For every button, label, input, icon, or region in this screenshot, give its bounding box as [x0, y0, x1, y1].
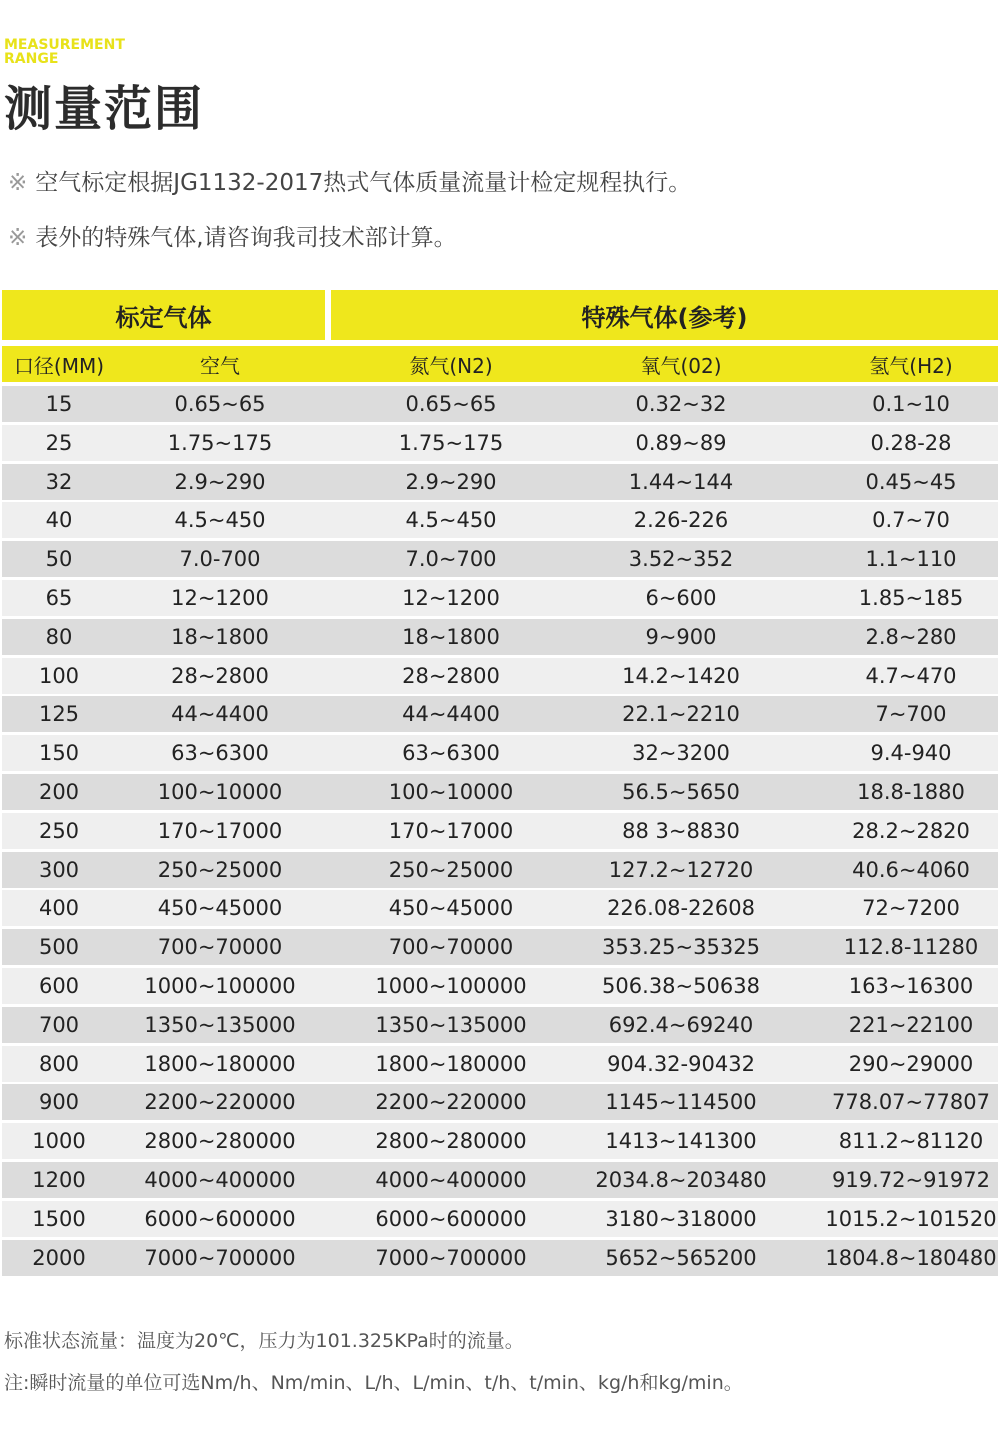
- table-cell: 1413~141300: [605, 1129, 757, 1154]
- table-cell: 100: [38, 663, 80, 688]
- table-cell: 4.5~450: [174, 508, 266, 533]
- table-cell: 290~29000: [848, 1051, 974, 1076]
- table-cell: 0.89~89: [635, 430, 727, 455]
- table-cell: 506.38~50638: [602, 974, 760, 998]
- column-header: 氢气(H2): [869, 353, 953, 378]
- table-cell: 25: [45, 430, 73, 455]
- table-row: [2, 580, 998, 616]
- table-cell: 32: [45, 469, 73, 494]
- table-cell: 0.65~65: [405, 392, 497, 416]
- table-cell: 100~10000: [388, 780, 514, 804]
- table-cell: 4.7~470: [865, 663, 957, 688]
- table-cell: 44~4400: [171, 702, 269, 727]
- table-row: [2, 1162, 998, 1198]
- table-cell: 0.32~32: [635, 392, 727, 416]
- table-cell: 778.07~77807: [832, 1090, 990, 1115]
- table-cell: 1.44~144: [628, 469, 734, 494]
- table-cell: 700: [38, 1012, 80, 1037]
- table-cell: 2.26-226: [633, 508, 729, 533]
- table-cell: 0.65~65: [174, 392, 266, 416]
- table-cell: 450~45000: [388, 896, 514, 921]
- table-cell: 4000~400000: [375, 1168, 527, 1192]
- table-cell: 112.8-11280: [843, 935, 979, 960]
- english-subtitle: [4, 38, 125, 66]
- table-cell: 50: [45, 547, 73, 572]
- table-cell: 6000~600000: [144, 1206, 296, 1231]
- table-cell: 65: [45, 586, 73, 610]
- table-cell: 63~6300: [402, 741, 500, 766]
- table-row: [2, 696, 998, 732]
- table-cell: 2.8~280: [865, 624, 957, 649]
- table-cell: 1000~100000: [144, 974, 296, 998]
- table-cell: 1.85~185: [858, 586, 964, 610]
- column-header: 氧气(02): [640, 353, 722, 378]
- subtitle-line: RANGE: [4, 51, 59, 67]
- table-cell: 150: [38, 741, 80, 766]
- table-cell: 1.75~175: [398, 430, 504, 455]
- table-row: [2, 1240, 998, 1276]
- table-cell: 2.9~290: [174, 469, 266, 494]
- table-cell: 904.32-90432: [607, 1051, 755, 1076]
- table-cell: 300: [38, 857, 80, 882]
- table-cell: 200: [38, 780, 80, 804]
- table-cell: 15: [45, 392, 73, 416]
- table-cell: 250~25000: [388, 857, 514, 882]
- table-cell: 353.25~35325: [602, 935, 760, 960]
- footer-units-note: 注:瞬时流量的单位可选Nm/h、Nm/min、L/h、L/min、t/h、t/min、kg/h和kg/min。: [4, 1372, 743, 1394]
- table-cell: 7.0-700: [179, 547, 261, 572]
- table-cell: 2800~280000: [144, 1129, 296, 1154]
- column-header: 空气: [200, 353, 240, 378]
- table-cell: 18.8-1880: [857, 780, 965, 804]
- table-cell: 44~4400: [402, 702, 500, 727]
- table-cell: 1145~114500: [605, 1090, 757, 1115]
- table-cell: 0.1~10: [872, 392, 950, 416]
- table-cell: 4000~400000: [144, 1168, 296, 1192]
- table-row: [2, 464, 998, 500]
- table-cell: 22.1~2210: [622, 702, 740, 727]
- table-cell: 1.75~175: [167, 430, 273, 455]
- table-row: [2, 968, 998, 1004]
- table-cell: 1.1~110: [865, 547, 957, 572]
- table-cell: 450~45000: [157, 896, 283, 921]
- table-row: [2, 1201, 998, 1237]
- table-cell: 40.6~4060: [852, 857, 970, 882]
- reference-mark-icon: ※: [8, 225, 28, 251]
- table-cell: 1200: [32, 1168, 86, 1192]
- table-cell: 163~16300: [848, 974, 974, 998]
- table-cell: 28~2800: [402, 663, 500, 688]
- table-row: [2, 1123, 998, 1159]
- table-cell: 1000: [32, 1129, 86, 1154]
- table-cell: 0.45~45: [865, 469, 957, 494]
- table-cell: 5652~565200: [605, 1245, 757, 1270]
- table-cell: 226.08-22608: [607, 896, 755, 921]
- table-cell: 6000~600000: [375, 1206, 527, 1231]
- table-cell: 12~1200: [402, 586, 500, 610]
- table-cell: 1800~180000: [375, 1051, 527, 1076]
- table-cell: 80: [45, 624, 73, 649]
- table-cell: 1015.2~101520: [825, 1206, 997, 1231]
- subtitle-line: MEASUREMENT: [4, 37, 125, 53]
- table-cell: 72~7200: [862, 896, 960, 921]
- table-cell: 28.2~2820: [852, 818, 970, 843]
- table-row: [2, 1046, 998, 1082]
- column-header-row: [2, 346, 998, 382]
- table-cell: 919.72~91972: [832, 1168, 990, 1192]
- table-cell: 2.9~290: [405, 469, 497, 494]
- table-cell: 9~900: [645, 624, 717, 649]
- table-cell: 221~22100: [848, 1012, 974, 1037]
- table-row: [2, 502, 998, 538]
- table-cell: 2800~280000: [375, 1129, 527, 1154]
- page-title: 测量范围: [4, 81, 205, 137]
- table-cell: 9.4-940: [870, 741, 952, 766]
- table-cell: 2034.8~203480: [595, 1168, 767, 1192]
- table-cell: 14.2~1420: [622, 663, 740, 688]
- group-header-calibration: 标定气体: [2, 290, 325, 340]
- table-cell: 1000~100000: [375, 974, 527, 998]
- table-cell: 28~2800: [171, 663, 269, 688]
- reference-mark-icon: ※: [8, 170, 28, 196]
- table-cell: 0.28-28: [870, 430, 952, 455]
- table-cell: 56.5~5650: [622, 780, 740, 804]
- table-cell: 18~1800: [171, 624, 269, 649]
- table-cell: 250~25000: [157, 857, 283, 882]
- table-cell: 1804.8~180480: [825, 1245, 997, 1270]
- footer-standard-state: 标准状态流量：温度为20℃，压力为101.325KPa时的流量。: [4, 1330, 524, 1352]
- table-cell: 2000: [32, 1245, 86, 1270]
- table-cell: 1350~135000: [144, 1012, 296, 1037]
- table-cell: 7000~700000: [375, 1245, 527, 1270]
- table-cell: 7000~700000: [144, 1245, 296, 1270]
- table-cell: 88 3~8830: [622, 818, 740, 843]
- table-cell: 12~1200: [171, 586, 269, 610]
- column-header: 口径(MM): [13, 353, 105, 378]
- table-row: [2, 813, 998, 849]
- table-row: [2, 1007, 998, 1043]
- table-cell: 3.52~352: [628, 547, 734, 572]
- table-row: [2, 541, 998, 577]
- table-cell: 811.2~81120: [838, 1129, 984, 1154]
- table-cell: 500: [38, 935, 80, 960]
- table-cell: 125: [38, 702, 80, 727]
- table-cell: 170~17000: [388, 818, 514, 843]
- note-special-gas: [8, 219, 457, 252]
- table-cell: 700~70000: [388, 935, 514, 960]
- table-cell: 700~70000: [157, 935, 283, 960]
- table-row: [2, 1084, 998, 1120]
- table-row: [2, 619, 998, 655]
- table-row: [2, 386, 998, 422]
- table-cell: 7.0~700: [405, 547, 497, 572]
- table-cell: 900: [38, 1090, 80, 1115]
- note-text: 表外的特殊气体,请咨询我司技术部计算。: [35, 225, 457, 251]
- table-cell: 692.4~69240: [608, 1012, 754, 1037]
- table-cell: 170~17000: [157, 818, 283, 843]
- table-cell: 4.5~450: [405, 508, 497, 533]
- table-cell: 127.2~12720: [608, 857, 754, 882]
- table-row: [2, 425, 998, 461]
- table-row: [2, 890, 998, 926]
- table-cell: 63~6300: [171, 741, 269, 766]
- note-calibration: [8, 164, 691, 197]
- table-cell: 400: [38, 896, 80, 921]
- table-cell: 100~10000: [157, 780, 283, 804]
- note-text: 空气标定根据JG1132-2017热式气体质量流量计检定规程执行。: [35, 170, 692, 196]
- table-cell: 0.7~70: [872, 508, 950, 533]
- table-cell: 800: [38, 1051, 80, 1076]
- table-row: [2, 852, 998, 888]
- table-cell: 2200~220000: [144, 1090, 296, 1115]
- table-cell: 1350~135000: [375, 1012, 527, 1037]
- table-cell: 250: [38, 818, 80, 843]
- table-cell: 1800~180000: [144, 1051, 296, 1076]
- table-cell: 32~3200: [632, 741, 730, 766]
- table-row: [2, 735, 998, 771]
- table-cell: 40: [45, 508, 73, 533]
- table-row: [2, 658, 998, 694]
- column-header: 氮气(N2): [409, 353, 493, 378]
- table-cell: 18~1800: [402, 624, 500, 649]
- table-cell: 3180~318000: [605, 1206, 757, 1231]
- table-cell: 2200~220000: [375, 1090, 527, 1115]
- table-row: [2, 774, 998, 810]
- table-cell: 7~700: [875, 702, 947, 727]
- table-cell: 600: [38, 974, 80, 998]
- group-header-special: 特殊气体(参考): [331, 290, 998, 340]
- table-cell: 6~600: [645, 586, 717, 610]
- table-row: [2, 929, 998, 965]
- table-cell: 1500: [32, 1206, 86, 1231]
